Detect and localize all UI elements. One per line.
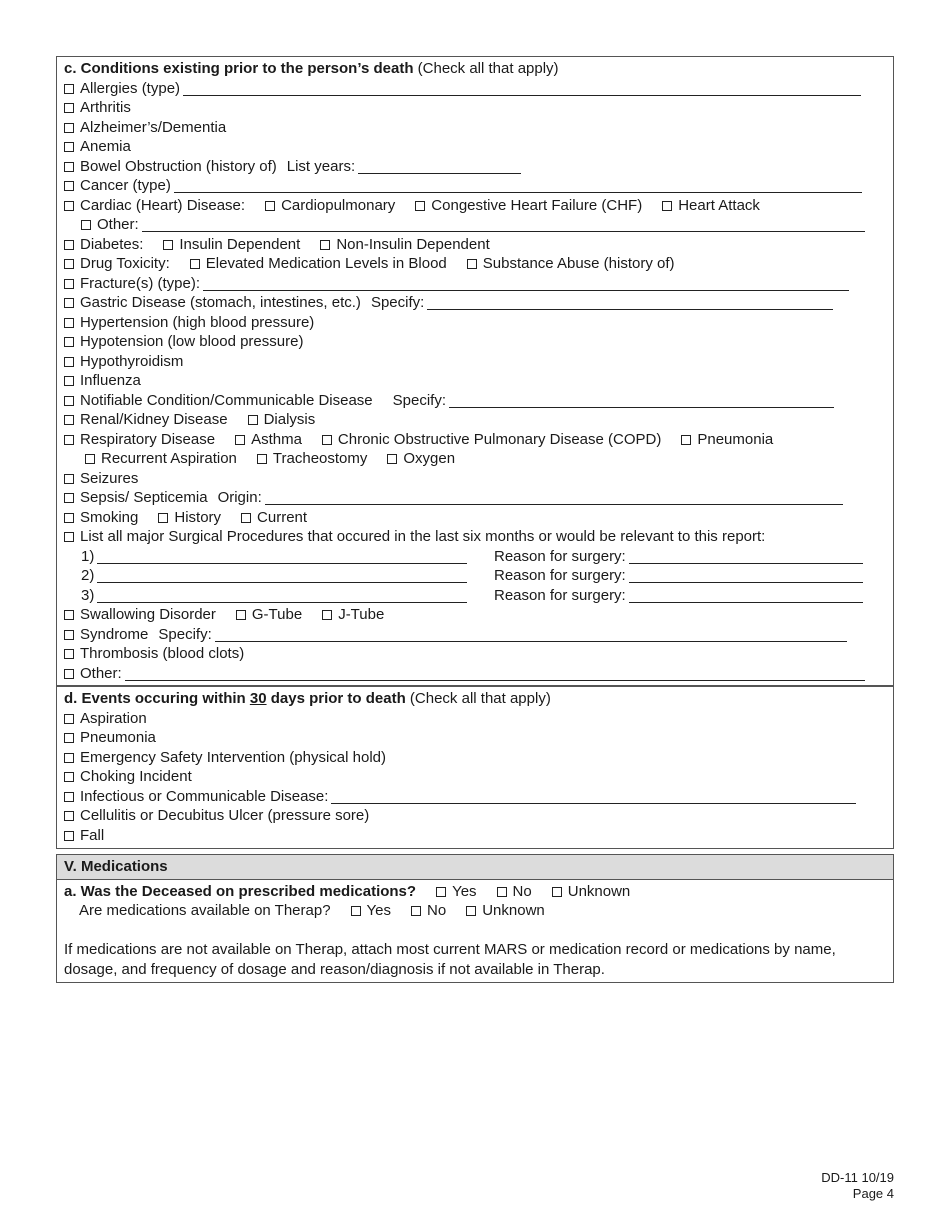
substance-abuse-checkbox[interactable] [467, 259, 477, 269]
medication-instructions: If medications are not available on Therap, attach most current MARS or medication record or medications by name, dosage, and frequency of dosage and reason/diagnosis if not available in Therap. [64, 941, 836, 978]
sepsis-checkbox[interactable] [64, 493, 74, 503]
smoking-history-checkbox[interactable] [158, 513, 168, 523]
bowel-row: Bowel Obstruction (history of) List years: [64, 157, 521, 176]
anemia-row: Anemia [64, 137, 131, 156]
surgical-checkbox[interactable] [64, 532, 74, 542]
renal-row: Renal/Kidney Disease Dialysis [64, 410, 315, 429]
allergies-field[interactable] [183, 81, 861, 96]
syndrome-checkbox[interactable] [64, 630, 74, 640]
pneumonia-checkbox[interactable] [681, 435, 691, 445]
prescribed-yes-checkbox[interactable] [436, 887, 446, 897]
sepsis-origin-field[interactable] [265, 490, 843, 505]
therap-unknown-checkbox[interactable] [466, 906, 476, 916]
gastric-checkbox[interactable] [64, 298, 74, 308]
elevated-medication-checkbox[interactable] [190, 259, 200, 269]
asthma-checkbox[interactable] [235, 435, 245, 445]
surgery-reason: Reason for surgery: [494, 566, 863, 585]
page-number: Page 4 [852, 1186, 894, 1201]
surgery-1-field[interactable] [97, 549, 467, 564]
alzheimers-row: Alzheimer’s/Dementia [64, 118, 226, 137]
renal-checkbox[interactable] [64, 415, 74, 425]
drug-toxicity-checkbox[interactable] [64, 259, 74, 269]
hypothyroidism-checkbox[interactable] [64, 357, 74, 367]
surgery-item: 2) [81, 566, 467, 585]
prescribed-no-checkbox[interactable] [497, 887, 507, 897]
fracture-checkbox[interactable] [64, 279, 74, 289]
allergies-checkbox[interactable] [64, 84, 74, 94]
drug-toxicity-row: Drug Toxicity: Elevated Medication Levels in Blood Substance Abuse (history of) [64, 254, 675, 273]
arthritis-row: Arthritis [64, 98, 131, 117]
gastric-specify-field[interactable] [427, 295, 833, 310]
copd-checkbox[interactable] [322, 435, 332, 445]
cancer-row: Cancer (type) [64, 176, 862, 195]
j-tube-checkbox[interactable] [322, 610, 332, 620]
therap-yes-checkbox[interactable] [351, 906, 361, 916]
diabetes-checkbox[interactable] [64, 240, 74, 250]
hypothyroidism-row: Hypothyroidism [64, 352, 183, 371]
chf-checkbox[interactable] [415, 201, 425, 211]
smoking-current-checkbox[interactable] [241, 513, 251, 523]
section-d-events [56, 686, 894, 849]
choking-row: Choking Incident [64, 767, 192, 786]
syndrome-specify-field[interactable] [215, 627, 847, 642]
therap-no-checkbox[interactable] [411, 906, 421, 916]
bowel-years-field[interactable] [358, 159, 521, 174]
surgery-item: 3) [81, 586, 467, 605]
cardiac-other-row: Other: [81, 215, 865, 234]
fracture-field[interactable] [203, 276, 849, 291]
surgery-reason-2-field[interactable] [629, 568, 863, 583]
surgery-3-field[interactable] [97, 588, 467, 603]
therap-row: Are medications available on Therap? Yes No Unknown [79, 902, 545, 919]
smoking-checkbox[interactable] [64, 513, 74, 523]
swallowing-checkbox[interactable] [64, 610, 74, 620]
cancer-field[interactable] [174, 178, 862, 193]
diabetes-row: Diabetes: Insulin Dependent Non-Insulin Dependent [64, 235, 490, 254]
section-d-heading: d. Events occuring within 30 days prior to death (Check all that apply) [64, 690, 551, 707]
infectious-field[interactable] [331, 789, 856, 804]
cellulitis-checkbox[interactable] [64, 811, 74, 821]
cardiac-checkbox[interactable] [64, 201, 74, 211]
surgery-reason-3-field[interactable] [629, 588, 863, 603]
notifiable-specify-field[interactable] [449, 393, 834, 408]
infectious-checkbox[interactable] [64, 792, 74, 802]
influenza-checkbox[interactable] [64, 376, 74, 386]
surgery-reason: Reason for surgery: [494, 586, 863, 605]
other-field[interactable] [125, 666, 865, 681]
hypotension-checkbox[interactable] [64, 337, 74, 347]
section-v-medications [56, 854, 894, 983]
hypertension-checkbox[interactable] [64, 318, 74, 328]
seizures-checkbox[interactable] [64, 474, 74, 484]
form-id: DD-11 10/19 [821, 1170, 894, 1185]
surgery-reason-1-field[interactable] [629, 549, 863, 564]
esi-row: Emergency Safety Intervention (physical hold) [64, 748, 386, 767]
respiratory-sub-row: Recurrent Aspiration Tracheostomy Oxygen [85, 449, 455, 468]
arthritis-checkbox[interactable] [64, 103, 74, 113]
other-checkbox[interactable] [64, 669, 74, 679]
syndrome-row: Syndrome Specify: [64, 625, 847, 644]
respiratory-row: Respiratory Disease Asthma Chronic Obstructive Pulmonary Disease (COPD) Pneumonia [64, 430, 773, 449]
hypertension-row: Hypertension (high blood pressure) [64, 313, 314, 332]
fracture-row: Fracture(s) (type): [64, 274, 849, 293]
g-tube-checkbox[interactable] [236, 610, 246, 620]
sepsis-row: Sepsis/ Septicemia Origin: [64, 488, 843, 507]
pneumonia-event-row: Pneumonia [64, 728, 156, 747]
prescribed-medications-row: a. Was the Deceased on prescribed medications? Yes No Unknown [64, 883, 631, 900]
seizures-row: Seizures [64, 469, 138, 488]
form-footer [821, 1170, 894, 1202]
cardiac-row: Cardiac (Heart) Disease: Cardiopulmonary Congestive Heart Failure (CHF) Heart Attack [64, 196, 760, 215]
notifiable-row: Notifiable Condition/Communicable Disease Specify: [64, 391, 834, 410]
prescribed-unknown-checkbox[interactable] [552, 887, 562, 897]
tracheostomy-checkbox[interactable] [257, 454, 267, 464]
aspiration-row: Aspiration [64, 709, 147, 728]
fall-checkbox[interactable] [64, 831, 74, 841]
surgical-row: List all major Surgical Procedures that occured in the last six months or would be relevant to this report: [64, 527, 765, 546]
pneumonia-event-checkbox[interactable] [64, 733, 74, 743]
hypotension-row: Hypotension (low blood pressure) [64, 332, 303, 351]
cellulitis-row: Cellulitis or Decubitus Ulcer (pressure sore) [64, 806, 369, 825]
cancer-checkbox[interactable] [64, 181, 74, 191]
section-c-heading: c. Conditions existing prior to the person’s death (Check all that apply) [64, 60, 559, 77]
aspiration-checkbox[interactable] [64, 714, 74, 724]
thrombosis-checkbox[interactable] [64, 649, 74, 659]
alzheimers-checkbox[interactable] [64, 123, 74, 133]
surgery-2-field[interactable] [97, 568, 467, 583]
gastric-row: Gastric Disease (stomach, intestines, etc.) Specify: [64, 293, 833, 312]
infectious-row: Infectious or Communicable Disease: [64, 787, 856, 806]
cardiac-other-field[interactable] [142, 217, 865, 232]
esi-checkbox[interactable] [64, 753, 74, 763]
oxygen-checkbox[interactable] [387, 454, 397, 464]
anemia-checkbox[interactable] [64, 142, 74, 152]
recurrent-aspiration-checkbox[interactable] [85, 454, 95, 464]
bowel-checkbox[interactable] [64, 162, 74, 172]
section-v-title: V. Medications [57, 855, 893, 880]
surgery-item: 1) [81, 547, 467, 566]
smoking-row: Smoking History Current [64, 508, 307, 527]
influenza-row: Influenza [64, 371, 141, 390]
heart-attack-checkbox[interactable] [662, 201, 672, 211]
cardiopulmonary-checkbox[interactable] [265, 201, 275, 211]
dialysis-checkbox[interactable] [248, 415, 258, 425]
non-insulin-dependent-checkbox[interactable] [320, 240, 330, 250]
fall-row: Fall [64, 826, 104, 845]
section-c-conditions [56, 56, 894, 686]
swallowing-row: Swallowing Disorder G-Tube J-Tube [64, 605, 384, 624]
allergies-row: Allergies (type) [64, 79, 861, 98]
other-row: Other: [64, 664, 865, 683]
insulin-dependent-checkbox[interactable] [163, 240, 173, 250]
notifiable-checkbox[interactable] [64, 396, 74, 406]
cardiac-other-checkbox[interactable] [81, 220, 91, 230]
thrombosis-row: Thrombosis (blood clots) [64, 644, 244, 663]
surgery-reason: Reason for surgery: [494, 547, 863, 566]
respiratory-checkbox[interactable] [64, 435, 74, 445]
choking-checkbox[interactable] [64, 772, 74, 782]
